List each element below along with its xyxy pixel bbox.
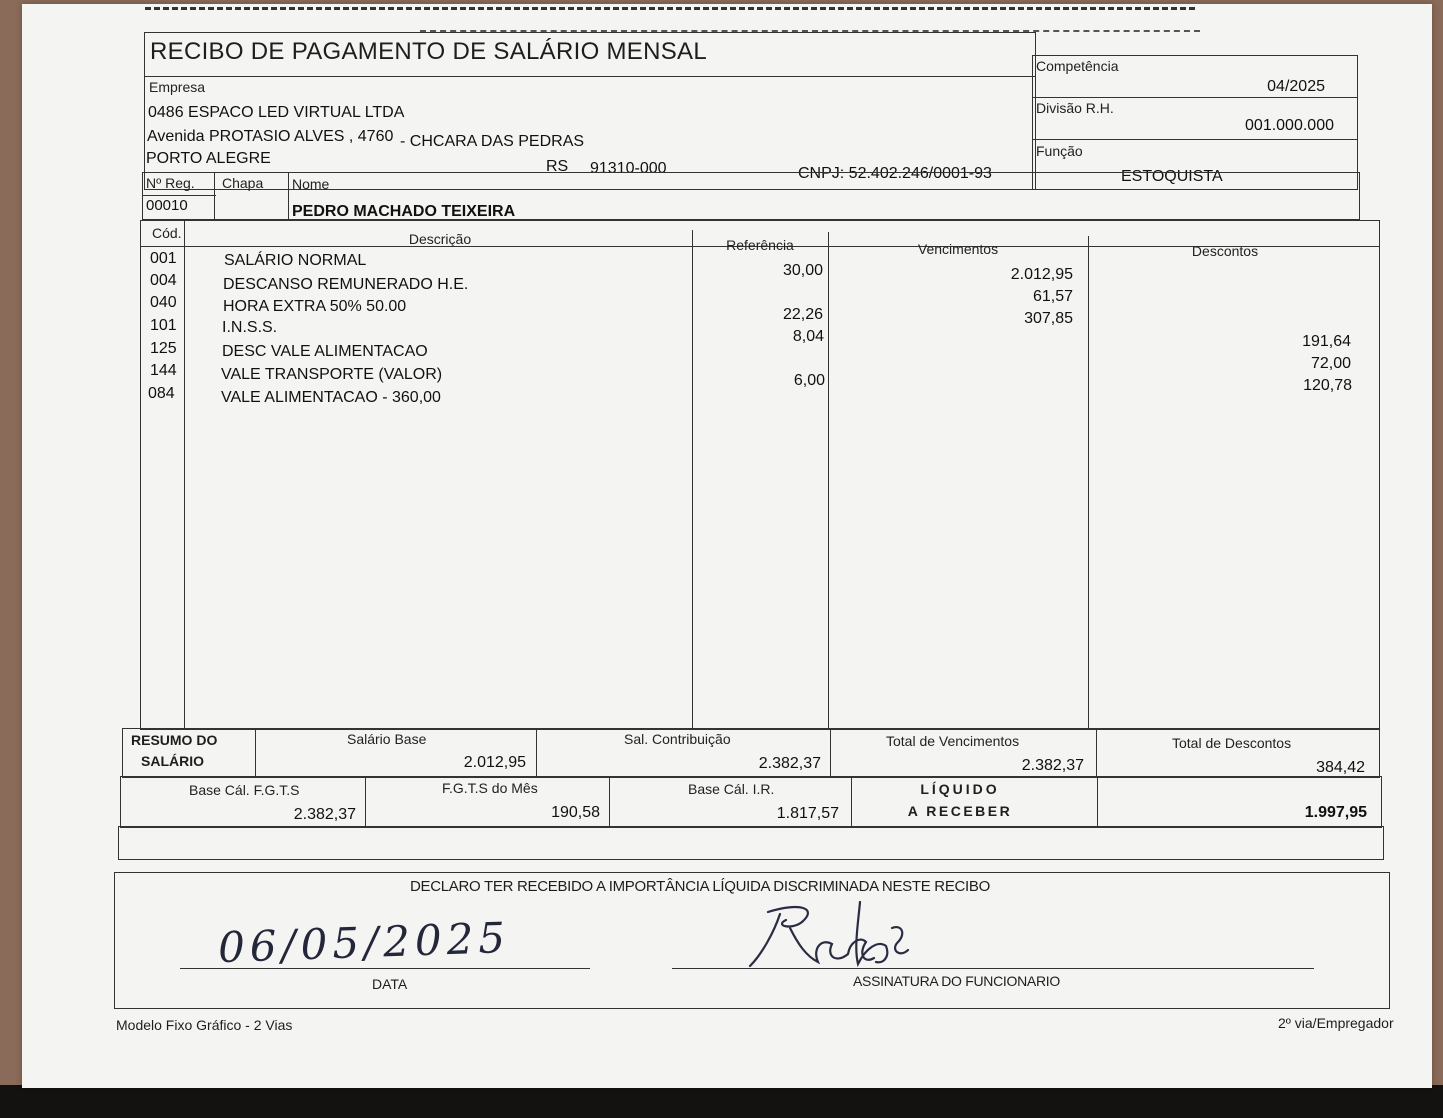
- total-desc-label: Total de Descontos: [1172, 735, 1292, 751]
- items-table: [140, 220, 1380, 730]
- funcao-value: ESTOQUISTA: [1121, 168, 1223, 185]
- header-referencia: Referência: [726, 237, 794, 253]
- divider: [255, 728, 256, 778]
- divisao-label: Divisão R.H.: [1036, 100, 1114, 116]
- divisao-value: 001.000.000: [1245, 117, 1334, 134]
- row-cod: 004: [150, 272, 177, 289]
- total-venc-label: Total de Vencimentos: [886, 733, 1020, 749]
- resumo-label-line2: SALÁRIO: [141, 753, 204, 769]
- reg-label: Nº Reg.: [146, 175, 195, 191]
- fgts-mes-label: F.G.T.S do Mês: [442, 780, 538, 796]
- base-fgts-value: 2.382,37: [293, 806, 356, 823]
- divider: [1096, 728, 1097, 778]
- empresa-district: - CHCARA DAS PEDRAS: [400, 133, 585, 150]
- row-desc: VALE ALIMENTACAO - 360,00: [221, 389, 441, 406]
- divider: [142, 195, 216, 196]
- row-desc: VALE TRANSPORTE (VALOR): [221, 366, 443, 383]
- perforation-line: [145, 7, 1195, 10]
- empresa-state: RS: [546, 158, 569, 175]
- salario-base-value: 2.012,95: [463, 754, 526, 771]
- row-venc: 61,57: [1032, 288, 1073, 305]
- liquido-label-line2: A RECEBER: [907, 803, 1013, 819]
- divider: [144, 76, 1036, 77]
- column-divider: [184, 220, 185, 730]
- row-descontos: 120,78: [1303, 377, 1352, 394]
- row-desc: DESCANSO REMUNERADO H.E.: [223, 276, 469, 293]
- row-cod: 084: [148, 385, 175, 402]
- row-ref: 8,04: [792, 328, 824, 345]
- fgts-mes-value: 190,58: [551, 804, 600, 821]
- column-divider: [1088, 236, 1089, 730]
- empresa-city: PORTO ALEGRE: [146, 150, 271, 167]
- handwritten-date: 06/05/2025: [217, 912, 511, 973]
- signature-line: [672, 968, 1314, 969]
- empty-band: [118, 826, 1384, 860]
- base-ir-label: Base Cál. I.R.: [688, 781, 775, 797]
- row-cod: 101: [150, 317, 177, 334]
- column-divider: [692, 230, 693, 730]
- divider: [830, 728, 831, 778]
- row-desc: I.N.S.S.: [222, 319, 278, 336]
- column-divider: [828, 232, 829, 730]
- header-descontos: Descontos: [1191, 243, 1259, 259]
- base-ir-value: 1.817,57: [776, 805, 839, 822]
- row-cod: 040: [150, 294, 177, 311]
- empresa-name: 0486 ESPACO LED VIRTUAL LTDA: [148, 104, 405, 121]
- divider: [536, 728, 537, 778]
- empresa-cep: 91310-000: [590, 160, 667, 177]
- header-vencimentos: Vencimentos: [917, 241, 999, 257]
- signature-label: ASSINATURA DO FUNCIONARIO: [853, 973, 1060, 989]
- row-desc: HORA EXTRA 50% 50.00: [223, 298, 407, 315]
- nome-label: Nome: [292, 176, 330, 192]
- row-venc: 307,85: [1024, 310, 1073, 327]
- divider: [851, 776, 852, 828]
- salario-base-label: Salário Base: [347, 731, 427, 747]
- sal-contrib-value: 2.382,37: [758, 755, 821, 772]
- funcao-label: Função: [1036, 143, 1083, 159]
- date-label: DATA: [372, 976, 408, 992]
- row-cod: 144: [150, 362, 177, 379]
- resumo-label-line1: RESUMO DO: [131, 732, 218, 748]
- base-fgts-label: Base Cál. F.G.T.S: [189, 782, 300, 798]
- empresa-label: Empresa: [149, 79, 206, 95]
- reg-value: 00010: [146, 197, 188, 214]
- table-surface: [0, 1085, 1443, 1118]
- total-venc-value: 2.382,37: [1021, 757, 1084, 774]
- row-ref: 6,00: [793, 372, 825, 389]
- header-cod: Cód.: [152, 225, 182, 241]
- row-descontos: 72,00: [1310, 355, 1351, 372]
- row-cod: 001: [150, 250, 177, 267]
- employee-signature: [740, 898, 910, 972]
- liquido-label-line1: LÍQUIDO: [920, 781, 1000, 797]
- footer-via: 2º via/Empregador: [1278, 1015, 1394, 1031]
- liquido-value: 1.997,95: [1304, 804, 1367, 821]
- row-ref: 22,26: [782, 306, 823, 323]
- declaration-text: DECLARO TER RECEBIDO A IMPORTÂNCIA LÍQUIDA DISCRIMINADA NESTE RECIBO: [409, 878, 990, 895]
- competencia-label: Competência: [1036, 58, 1119, 74]
- sal-contrib-label: Sal. Contribuição: [624, 731, 731, 747]
- row-desc: DESC VALE ALIMENTACAO: [222, 343, 428, 360]
- divider: [609, 776, 610, 828]
- nome-value: PEDRO MACHADO TEIXEIRA: [292, 203, 516, 220]
- empresa-cnpj: CNPJ: 52.402.246/0001-93: [798, 165, 992, 182]
- empresa-address: Avenida PROTASIO ALVES , 4760: [147, 128, 394, 145]
- divider: [288, 172, 289, 220]
- footer-model: Modelo Fixo Gráfico - 2 Vias: [116, 1017, 293, 1033]
- divider: [214, 172, 215, 220]
- chapa-label: Chapa: [222, 175, 264, 191]
- divider: [1097, 776, 1098, 828]
- header-descricao: Descrição: [408, 231, 472, 247]
- row-ref: 30,00: [782, 262, 823, 279]
- divider: [365, 776, 366, 828]
- divider: [1032, 97, 1358, 98]
- competencia-value: 04/2025: [1267, 78, 1325, 95]
- date-line: [180, 968, 590, 969]
- page-title: RECIBO DE PAGAMENTO DE SALÁRIO MENSAL: [150, 38, 708, 65]
- row-desc: SALÁRIO NORMAL: [224, 252, 367, 269]
- row-cod: 125: [150, 340, 177, 357]
- row-descontos: 191,64: [1302, 333, 1351, 350]
- row-venc: 2.012,95: [1010, 266, 1073, 283]
- divider: [1032, 139, 1358, 140]
- total-desc-value: 384,42: [1316, 759, 1365, 776]
